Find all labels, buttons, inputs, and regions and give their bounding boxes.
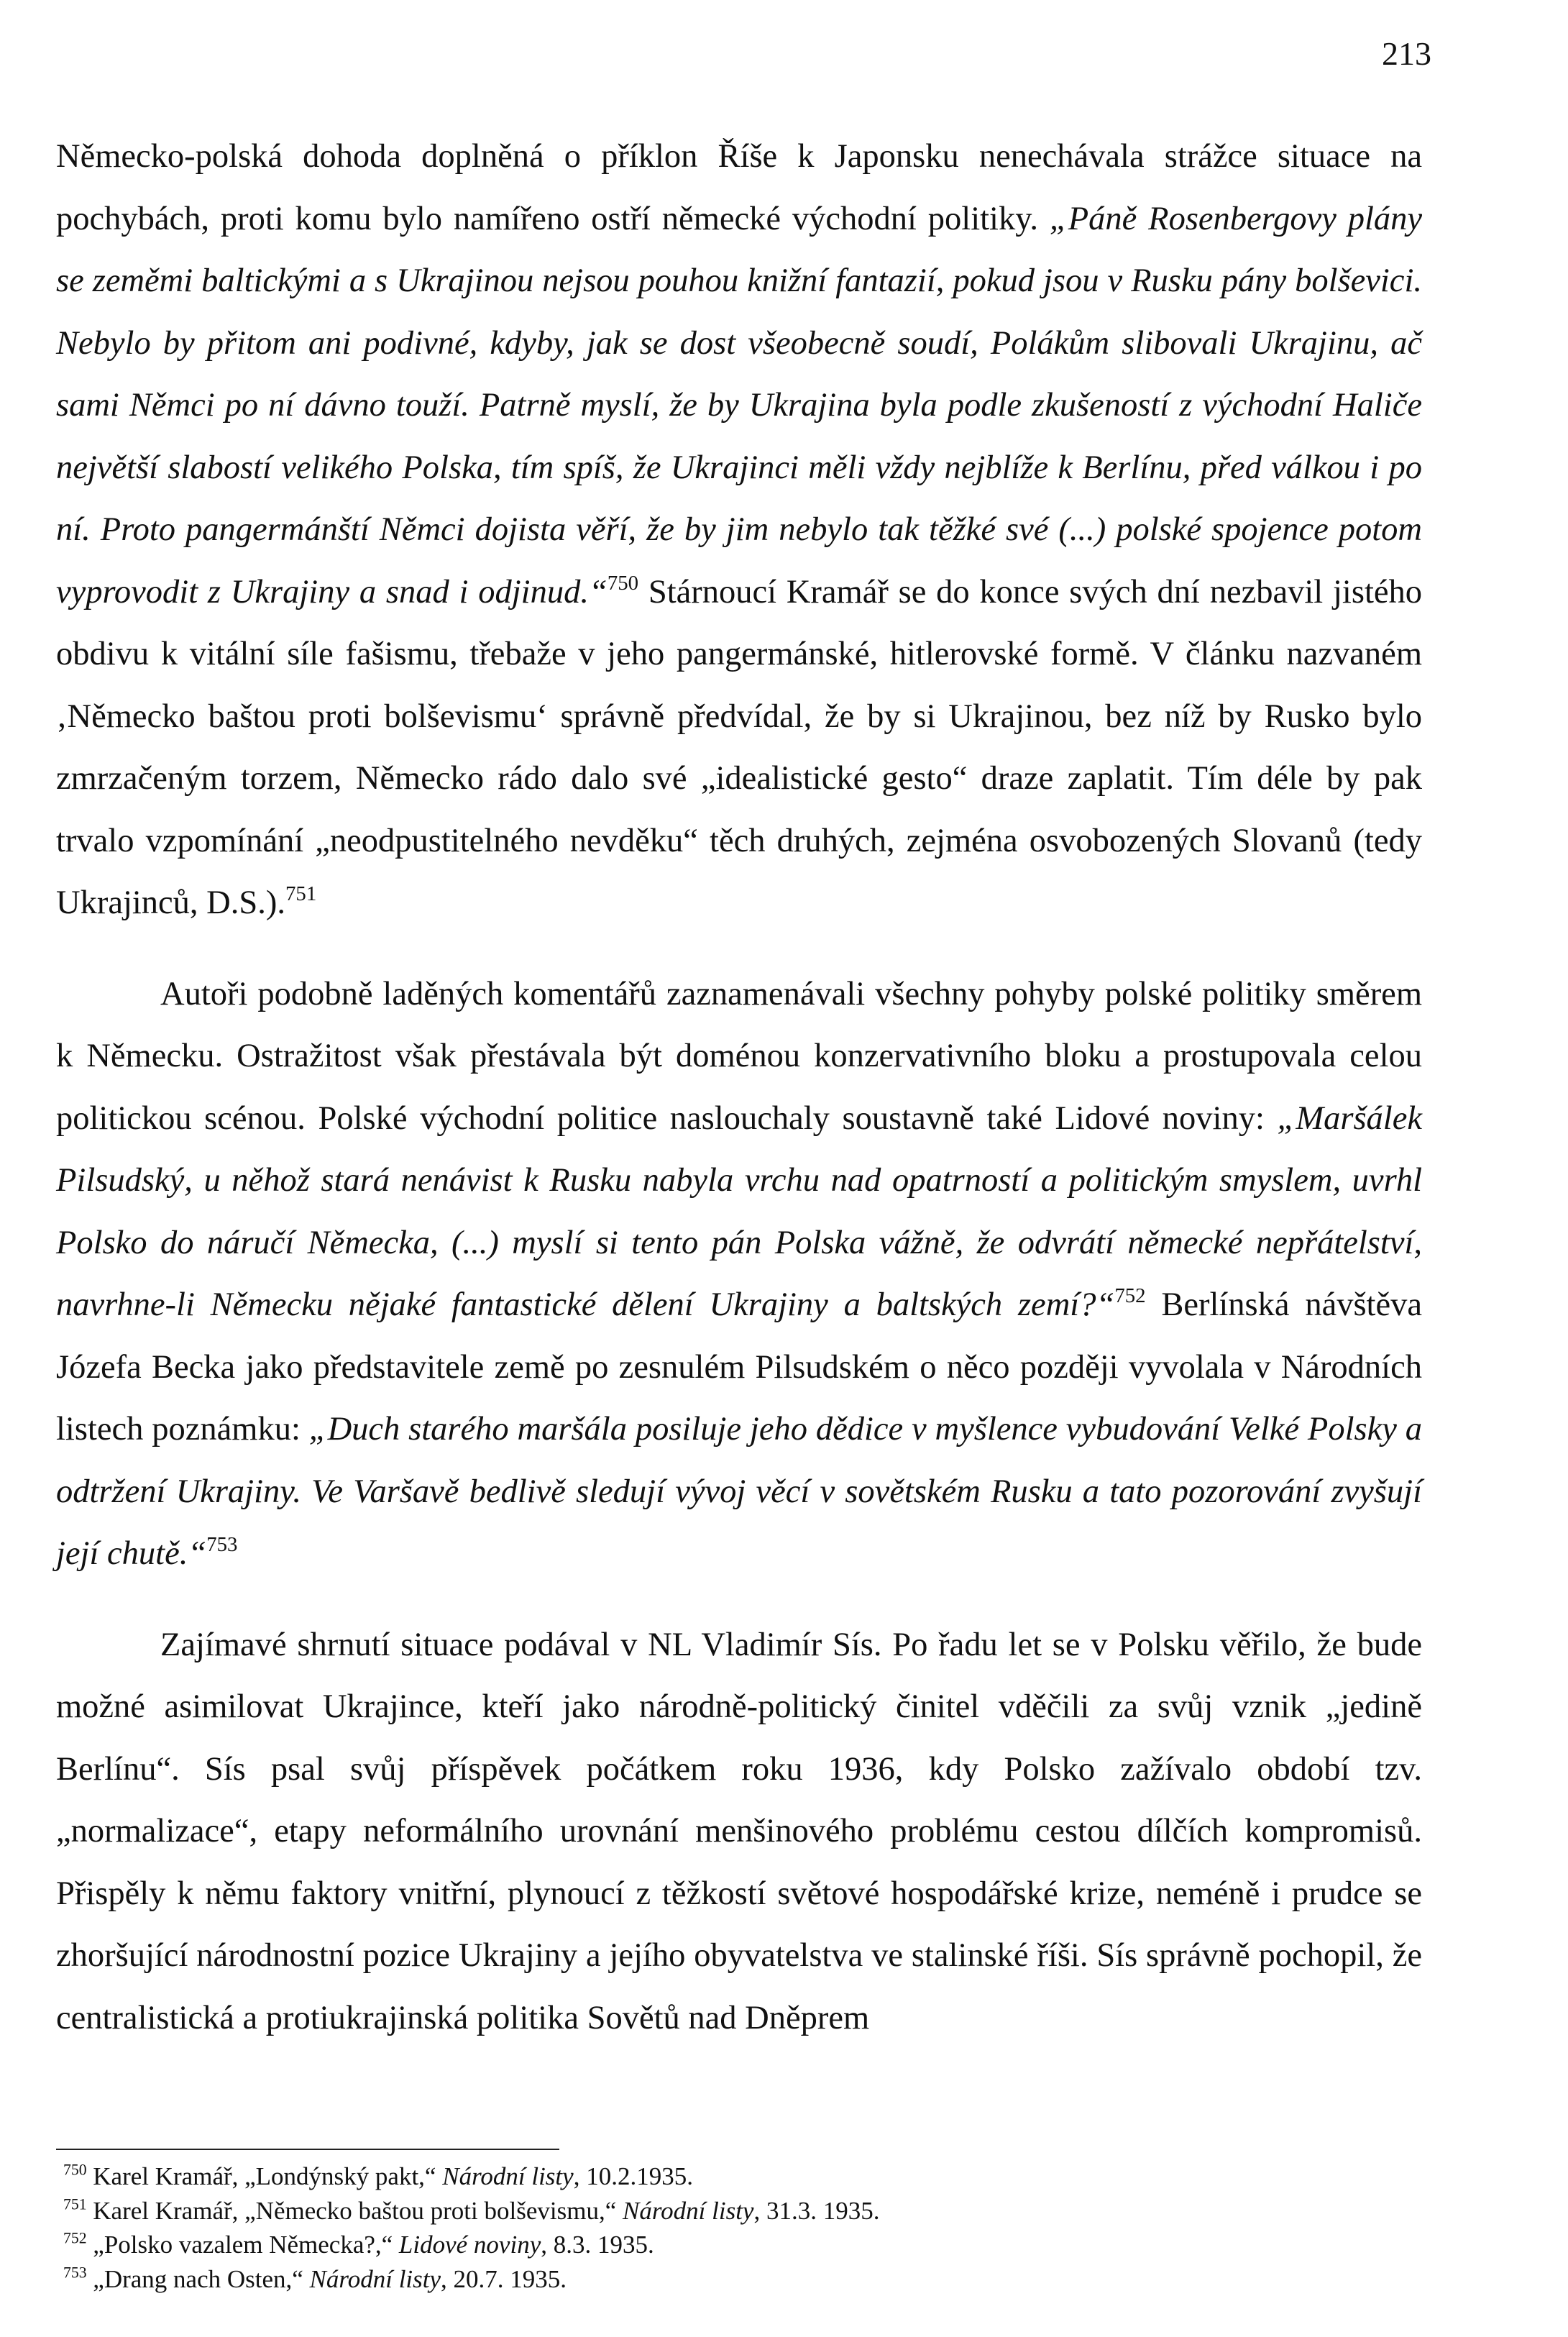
paragraph-2 [56,964,1422,1586]
paragraph-3 [56,1614,1422,2050]
paragraph-1-text-b: Stárnoucí Kramář se do konce svých dní nezbavil jistého obdivu k vitální síle fašismu, třebaže v jeho pangermánské, hitlerovské formě. V článku nazvaném ‚Německo baštou proti bolševismu‘ správně předvídal, že by si Ukrajinou, bez níž by Rusko bylo zmrzačeným torzem, Německo rádo dalo své „idealistické gesto“ draze zaplatit. Tím déle by pak trvalo vzpomínání „neodpustitelného nevděku“ těch druhých, zejména osvobozených Slovanů (tedy Ukrajinců, D.S.). [56,573,1422,921]
footnote-751 [63,2194,1285,2228]
footnote-ref-751: 751 [285,882,317,906]
page-number: 213 [1382,35,1431,72]
footnote-number: 752 [63,2229,87,2247]
footnote-text: „Drang nach Osten,“ [93,2264,310,2293]
footnotes [63,2159,1285,2296]
footnote-text: Karel Kramář, „Německo baštou proti bolševismu,“ [93,2196,623,2225]
footnote-date: , 20.7. 1935. [441,2264,567,2293]
footnote-750 [63,2159,1285,2194]
footnote-ref-752: 752 [1114,1284,1146,1308]
paragraph-1 [56,126,1422,935]
footnote-ref-750: 750 [607,571,639,595]
footnote-ref-753: 753 [206,1533,238,1557]
paragraph-2-text-a: Autoři podobně laděných komentářů zaznamenávali všechny pohyby polské politiky směrem k Německu. Ostražitost však přestávala být doménou konzervativního bloku a prostupovala celou politickou scénou. Polské východní politice naslouchaly soustavně také Lidové noviny: [56,975,1422,1137]
footnote-date: , 8.3. 1935. [541,2231,654,2259]
footnote-753 [63,2262,1285,2297]
footnote-source: Národní listy [442,2162,574,2190]
quotation-750: „Páně Rosenbergovy plány se zeměmi baltickými a s Ukrajinou nejsou pouhou knižní fantazií, pokud jsou v Rusku pány bolševici. Nebylo by přitom ani podivné, kdyby, jak se dost všeobecně soudí, Polákům slibovali Ukrajinu, ač sami Němci po ní dávno touží. Patrně myslí, že by Ukrajina byla podle zkušeností z východní Haliče největší slabostí velikého Polska, tím spíš, že Ukrajinci měli vždy nejblíže k Berlínu, před válkou i po ní. Proto pangermánští Němci dojista věří, že by jim nebylo tak těžké své (...) polské spojence potom vyprovodit z Ukrajiny a snad i odjinud.“ [56,200,1423,610]
quotation-752: „Maršálek Pilsudský, u něhož stará nenávist k Rusku nabyla vrchu nad opatrností a politickým smyslem, uvrhl Polsko do náručí Německa, (...) myslí si tento pán Polska vážně, že odvrátí německé nepřátelství, navrhne-li Německu nějaké fantastické dělení Ukrajiny a baltských zemí?“ [56,1099,1422,1323]
footnote-text: Karel Kramář, „Londýnský pakt,“ [93,2162,443,2190]
footnote-date: , 10.2.1935. [573,2162,693,2190]
paragraph-1-text-a: Německo-polská dohoda doplněná o příklon Říše k Japonsku nenechávala strážce situace na pochybách, proti komu bylo namířeno ostří německé východní politiky. [56,138,1422,237]
footnote-number: 751 [63,2195,87,2213]
footnote-separator [56,2149,559,2150]
footnote-752 [63,2228,1285,2262]
footnote-source: Národní listy [309,2264,441,2293]
footnote-date: , 31.3. 1935. [753,2196,880,2225]
footnote-number: 750 [63,2161,87,2179]
footnote-text: „Polsko vazalem Německa?,“ [93,2231,399,2259]
paragraph-2-text-b: Berlínská návštěva Józefa Becka jako představitele země po zesnulém Pilsudském o něco později vyvolala v Národních listech poznámku: [56,1286,1422,1448]
footnote-source: Národní listy [623,2196,754,2225]
footnote-source: Lidové noviny [398,2231,541,2259]
quotation-753: „Duch starého maršála posiluje jeho dědice v myšlence vybudování Velké Polsky a odtržení Ukrajiny. Ve Varšavě bedlivě sledují vývoj věcí v sovětském Rusku a tato pozorování zvyšují její chutě.“ [56,1411,1422,1572]
paragraph-3-text: Zajímavé shrnutí situace podával v NL Vladimír Sís. Po řadu let se v Polsku věřilo, že bude možné asimilovat Ukrajince, kteří jako národně-politický činitel vděčili za svůj vznik „jedině Berlínu“. Sís psal svůj příspěvek počátkem roku 1936, kdy Polsko zažívalo období tzv. „normalizace“, etapy neformálního urovnání menšinového problému cestou dílčích kompromisů. Přispěly k němu faktory vnitřní, plynoucí z těžkostí světové hospodářské krize, neméně i prudce se zhoršující národnostní pozice Ukrajiny a jejího obyvatelstva ve stalinské říši. Sís správně pochopil, že centralistická a protiukrajinská politika Sovětů nad Dněprem [56,1626,1422,2036]
body-text [56,126,1422,2078]
footnote-number: 753 [63,2264,87,2282]
